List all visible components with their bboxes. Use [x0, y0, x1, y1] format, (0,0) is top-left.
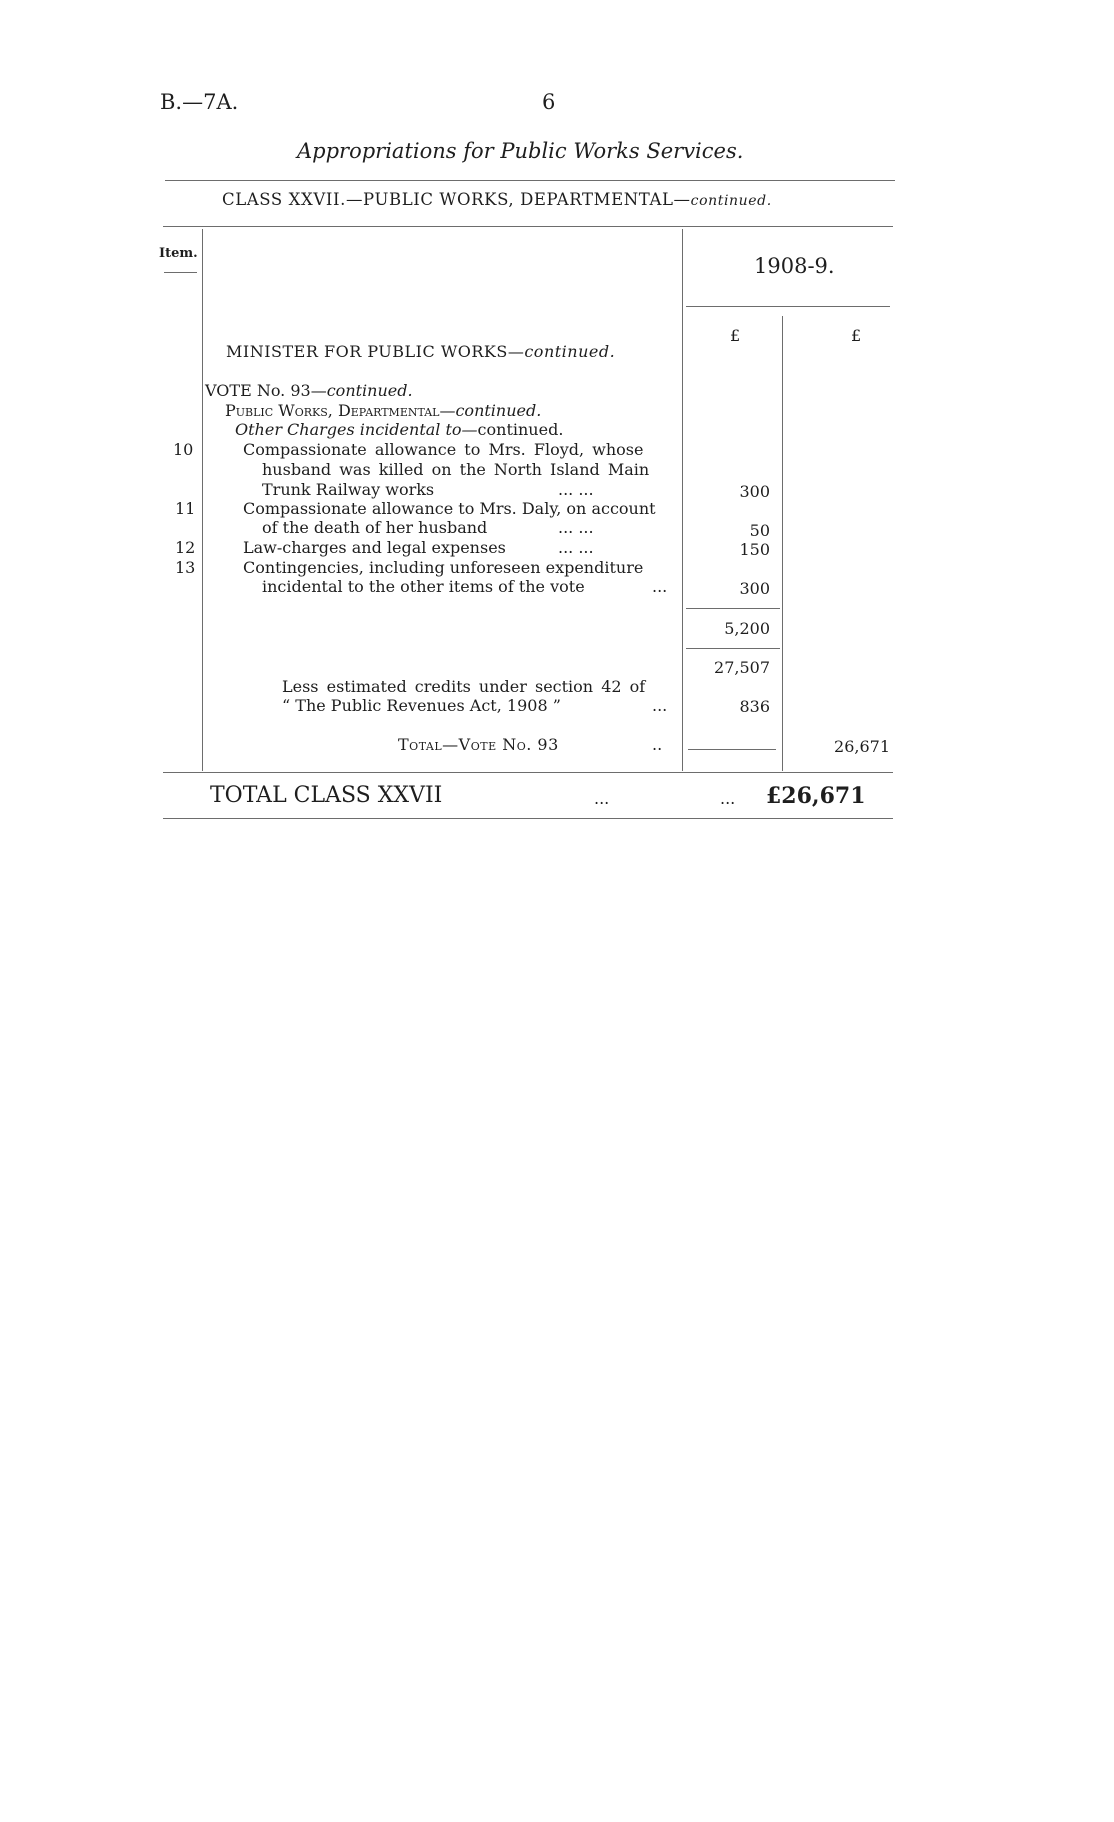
division-heading-main: Public Works, Departmental— [225, 401, 456, 420]
total-class-label: TOTAL CLASS XXVII [210, 783, 443, 808]
division-heading [225, 401, 541, 420]
leader-dots: ... ... [558, 518, 594, 537]
row-text-line: Contingencies, including unforeseen expenditure [243, 558, 644, 577]
table-bottom-rule [163, 772, 893, 773]
less-credits-line: Less estimated credits under section 42 of [282, 677, 646, 696]
page-subtitle: Appropriations for Public Works Services. [297, 139, 744, 163]
total-vote-rule [688, 749, 776, 750]
item-header-underline [164, 272, 197, 273]
amount-column-divider [682, 229, 683, 771]
total-vote-amount: 26,671 [834, 737, 890, 756]
leader-dots: ... ... [558, 480, 594, 499]
row-amount: 300 [739, 579, 770, 598]
document-code: B.—7A. [160, 90, 239, 114]
leader-dots: ... [594, 789, 610, 808]
gross-amount: 27,507 [714, 658, 770, 677]
row-text-line: Law-charges and legal expenses [243, 538, 506, 557]
item-number: 10 [173, 440, 194, 459]
subheading-suffix: continued. [477, 420, 564, 439]
minister-heading-main: MINISTER FOR PUBLIC WORKS— [226, 342, 525, 361]
total-vote-label: Total—Vote No. 93 [398, 735, 559, 754]
item-number: 11 [175, 499, 196, 518]
leader-dots: ... ... [558, 538, 594, 557]
subheading-main: Other Charges incidental to— [235, 420, 478, 439]
total-class-amount: £26,671 [766, 783, 866, 809]
less-credits-amount: 836 [739, 697, 770, 716]
division-heading-suffix: continued. [455, 401, 542, 420]
row-amount: 150 [739, 540, 770, 559]
minister-heading [226, 342, 615, 361]
leader-dots: ... [652, 696, 668, 715]
page-number: 6 [542, 90, 556, 114]
row-text-line: incidental to the other items of the vote [262, 577, 585, 596]
subtotal-amount: 5,200 [724, 619, 770, 638]
item-number: 12 [175, 538, 196, 557]
leader-dots: .. [652, 735, 663, 754]
row-text-line: Compassionate allowance to Mrs. Floyd, whose [243, 440, 644, 459]
item-number: 13 [175, 558, 196, 577]
pound-column-divider [782, 316, 783, 771]
class-heading [222, 190, 772, 209]
vote-heading [205, 381, 413, 400]
row-text-line: Compassionate allowance to Mrs. Daly, on account [243, 499, 656, 518]
footer-rule [163, 818, 893, 819]
less-credits-line: “ The Public Revenues Act, 1908 ” [282, 696, 561, 715]
leader-dots: ... [720, 789, 736, 808]
item-column-header: Item. [159, 246, 198, 261]
top-rule [165, 180, 895, 181]
vote-heading-suffix: continued. [326, 381, 413, 400]
vote-heading-main: VOTE No. 93— [205, 381, 327, 400]
class-heading-suffix: continued. [690, 193, 772, 209]
currency-left: £ [730, 326, 741, 345]
subheading [235, 420, 563, 439]
row-amount: 300 [739, 482, 770, 501]
class-heading-main: CLASS XXVII.—PUBLIC WORKS, DEPARTMENTAL— [222, 190, 691, 209]
row-text-line: of the death of her husband [262, 518, 488, 537]
subtotal-rule [686, 608, 780, 609]
minister-heading-suffix: continued. [524, 342, 616, 361]
row-amount: 50 [749, 521, 770, 540]
currency-right: £ [851, 326, 862, 345]
year-header: 1908-9. [754, 254, 835, 278]
gross-rule [686, 648, 780, 649]
class-rule [163, 226, 893, 227]
row-text-line: Trunk Railway works [262, 480, 435, 499]
item-column-divider [202, 229, 203, 771]
row-text-line: husband was killed on the North Island Main [262, 460, 650, 479]
year-header-underline [686, 306, 890, 307]
leader-dots: ... [652, 577, 668, 596]
